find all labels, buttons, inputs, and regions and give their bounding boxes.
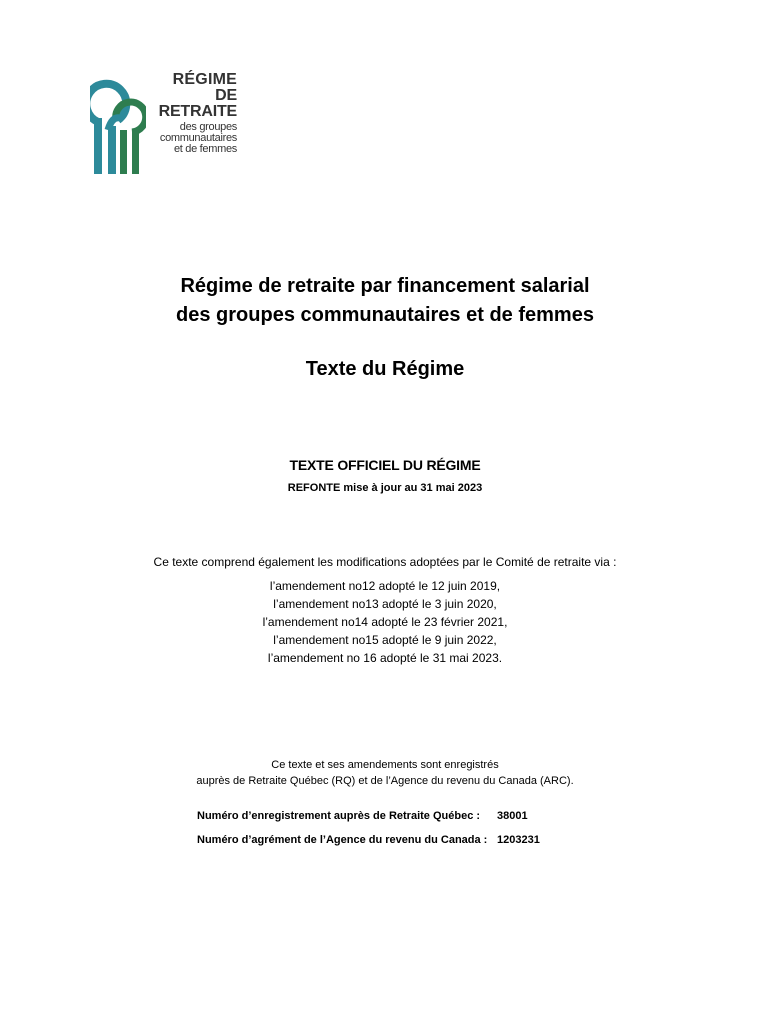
amendment-item: l’amendement no 16 adopté le 31 mai 2023. — [267, 651, 503, 665]
title-line-1: Régime de retraite par financement salarial — [180, 275, 590, 297]
document-subtitle: Texte du Régime — [305, 358, 465, 380]
refonte-date: REFONTE mise à jour au 31 mai 2023 — [287, 482, 483, 494]
amendment-item: l’amendement no15 adopté le 9 juin 2022, — [273, 633, 497, 647]
logo-text-et-de-femmes: et de femmes — [173, 143, 237, 155]
amendment-item: l’amendement no12 adopté le 12 juin 2019, — [269, 579, 501, 593]
title-line-2: des groupes communautaires et de femmes — [176, 304, 594, 326]
amendment-item: l’amendement no14 adopté le 23 février 2021, — [262, 615, 508, 629]
rq-number-label: Numéro d’enregistrement auprès de Retraite Québec : — [197, 810, 481, 822]
amendment-item: l’amendement no13 adopté le 3 juin 2020, — [273, 597, 497, 611]
logo-mark-icon — [90, 70, 146, 178]
registration-row-rq — [197, 804, 540, 828]
amendments-list — [0, 577, 770, 667]
arc-number-value: 1203231 — [497, 834, 540, 846]
logo-text-des-groupes: des groupes — [179, 121, 237, 133]
amendments-intro: Ce texte comprend également les modifications adoptées par le Comité de retraite via : — [153, 555, 617, 569]
logo-text-regime: RÉGIME — [172, 71, 237, 88]
logo-text-communautaires: communautaires — [159, 132, 237, 144]
logo-text-de-retraite: DE RETRAITE — [158, 87, 237, 120]
rq-number-value: 38001 — [497, 810, 528, 822]
registration-numbers — [197, 804, 540, 852]
official-text-heading: TEXTE OFFICIEL DU RÉGIME — [289, 457, 481, 473]
registration-row-arc — [197, 828, 540, 852]
registration-note-line-2: auprès de Retraite Québec (RQ) et de l’Agence du revenu du Canada (ARC). — [196, 775, 574, 787]
document-title — [0, 272, 770, 330]
registration-note-line-1: Ce texte et ses amendements sont enregistrés — [271, 759, 499, 771]
arc-number-label: Numéro d’agrément de l’Agence du revenu du Canada : — [197, 834, 488, 846]
registration-note — [0, 757, 770, 789]
organization-logo — [90, 70, 250, 178]
